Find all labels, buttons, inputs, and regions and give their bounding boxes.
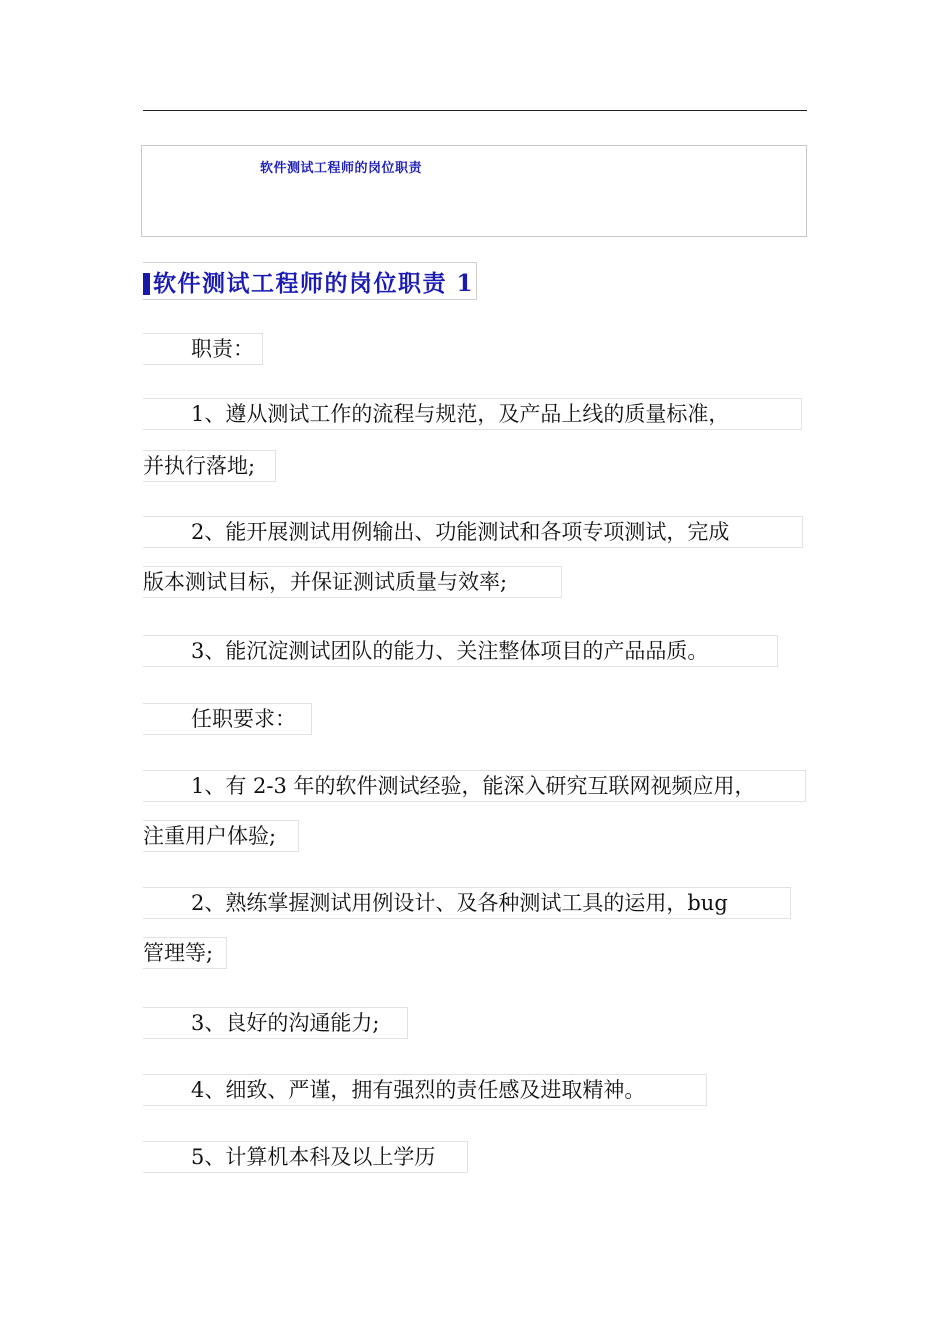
requirements-label: 任职要求： (143, 703, 312, 735)
heading-text: 软件测试工程师的岗位职责 1 (153, 269, 475, 297)
duty-1-line-2: 并执行落地; (143, 450, 276, 482)
requirement-2-line-1: 2、熟练掌握测试用例设计、及各种测试工具的运用，bug (143, 887, 791, 919)
duty-2-line-1: 2、能开展测试用例输出、功能测试和各项专项测试，完成 (143, 516, 803, 548)
duty-3: 3、能沉淀测试团队的能力、关注整体项目的产品品质。 (143, 635, 778, 667)
requirement-4: 4、细致、严谨，拥有强烈的责任感及进取精神。 (143, 1074, 707, 1106)
duties-label: 职责： (143, 333, 263, 365)
requirement-3: 3、良好的沟通能力; (143, 1007, 408, 1039)
heading-marker (143, 273, 150, 295)
requirement-1-line-1: 1、有 2-3 年的软件测试经验，能深入研究互联网视频应用， (143, 770, 806, 802)
top-rule (143, 110, 807, 111)
header-title: 软件测试工程师的岗位职责 (260, 161, 423, 176)
duty-1-line-1: 1、遵从测试工作的流程与规范，及产品上线的质量标准， (143, 398, 802, 430)
requirement-1-line-2: 注重用户体验; (143, 820, 299, 852)
requirement-5: 5、计算机本科及以上学历 (143, 1141, 468, 1173)
duty-2-line-2: 版本测试目标，并保证测试质量与效率; (143, 566, 562, 598)
document-header (141, 145, 807, 237)
requirement-2-line-2: 管理等; (143, 937, 227, 969)
section-heading (143, 262, 477, 300)
